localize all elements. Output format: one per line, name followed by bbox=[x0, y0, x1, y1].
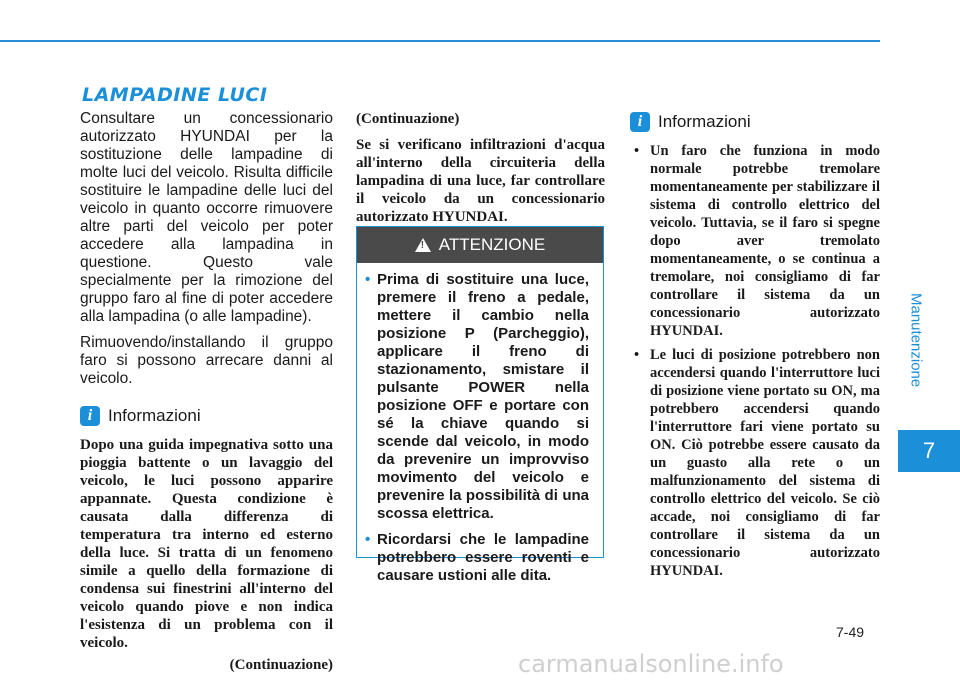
info-header bbox=[80, 406, 333, 426]
chapter-side-label: Manutenzione bbox=[907, 292, 925, 388]
bullet-icon: • bbox=[634, 143, 640, 159]
warning-triangle-icon: ! bbox=[415, 238, 431, 252]
info-title: Informazioni bbox=[108, 406, 201, 425]
info-icon: i bbox=[630, 112, 650, 132]
header-rule bbox=[0, 40, 880, 42]
warning-list bbox=[357, 263, 603, 585]
chapter-tab: 7 bbox=[898, 430, 960, 472]
bullet-icon: • bbox=[634, 347, 640, 363]
bullet-icon: • bbox=[365, 531, 371, 548]
warning-box bbox=[356, 226, 604, 584]
column-3 bbox=[630, 112, 880, 586]
continued-label: (Continuazione) bbox=[229, 657, 333, 673]
column-2 bbox=[356, 110, 605, 226]
info-title: Informazioni bbox=[658, 112, 751, 131]
info-item: • Un faro che funziona in modo normale potrebbe tremolare momentaneamente per stabilizzare il sistema di controllo elettrico del veicolo. Tuttavia, se il faro si spegne dopo aver tremolato momentaneamente, o se continua a tremolare, noi consigliamo di far controllare il sistema da un concessionario autorizzato HYUNDAI. bbox=[634, 143, 880, 339]
damage-paragraph: Rimuovendo/installando il gruppo faro si possono arrecare danni al veicolo. bbox=[80, 334, 333, 387]
column-1 bbox=[80, 110, 333, 674]
warning-item: • Ricordarsi che le lampadine potrebbero essere roventi e causare ustioni alle dita. bbox=[365, 531, 589, 584]
continued-label: (Continuazione) bbox=[356, 111, 460, 127]
info-text: Dopo una guida impegnativa sotto una pioggia battente o un lavaggio del veicolo, le luci possono apparire appannate. Questa condizione è causata dalla differenza di temperatura tra interno ed esterno della luce. Si tratta di un fenomeno simile a quello della formazione di condensa sui finestrini all'interno del veicolo quando piove e non indica l'esistenza di un problema con il veicolo. bbox=[80, 437, 333, 651]
info-icon: i bbox=[80, 406, 100, 426]
watermark: carmanualsonline.info bbox=[518, 650, 784, 678]
warning-header bbox=[357, 227, 603, 263]
bullet-icon: • bbox=[365, 271, 371, 288]
section-title: LAMPADINE LUCI bbox=[82, 84, 268, 106]
info-header bbox=[630, 112, 880, 132]
intro-paragraph: Consultare un concessionario autorizzato HYUNDAI per la sostituzione delle lampadine di molte luci del veicolo. Risulta difficile sostituire le lampadine delle luci del veicolo in quanto occorre rimuovere altre parti del veicolo per poter accedere alla lampadina in questione. Questo vale specialmente per la rimozione del gruppo faro al fine di poter accedere alla lampadina (o alle lampadine). bbox=[80, 110, 333, 325]
info-list bbox=[630, 142, 880, 580]
info-item: • Le luci di posizione potrebbero non accendersi quando l'interruttore luci di posizione viene portato su ON, ma potrebbero accendersi quando l'interruttore fari viene portato su ON. Ciò potrebbe essere causato da un guasto alla rete o un malfunzionamento del sistema di controllo elettrico del veicolo. Se ciò accade, noi consigliamo di far controllare il sistema da un concessionario autorizzato HYUNDAI. bbox=[634, 347, 880, 579]
warning-title: ATTENZIONE bbox=[438, 235, 546, 254]
continued-text: Se si verificano infiltrazioni d'acqua all'interno della circuiteria della lampadina di una luce, far controllare il veicolo da un concessionario autorizzato HYUNDAI. bbox=[356, 137, 605, 225]
page-number: 7-49 bbox=[836, 624, 865, 640]
warning-item: • Prima di sostituire una luce, premere il freno a pedale, mettere il cambio nella posizione P (Parcheggio), applicare il freno di stazionamento, smistare il pulsante POWER nella posizione OFF e portare con sé la chiave quando si scende dal veicolo, in modo da prevenire un improvviso movimento del veicolo e prevenire la possibilità di una scossa elettrica. bbox=[365, 271, 589, 522]
